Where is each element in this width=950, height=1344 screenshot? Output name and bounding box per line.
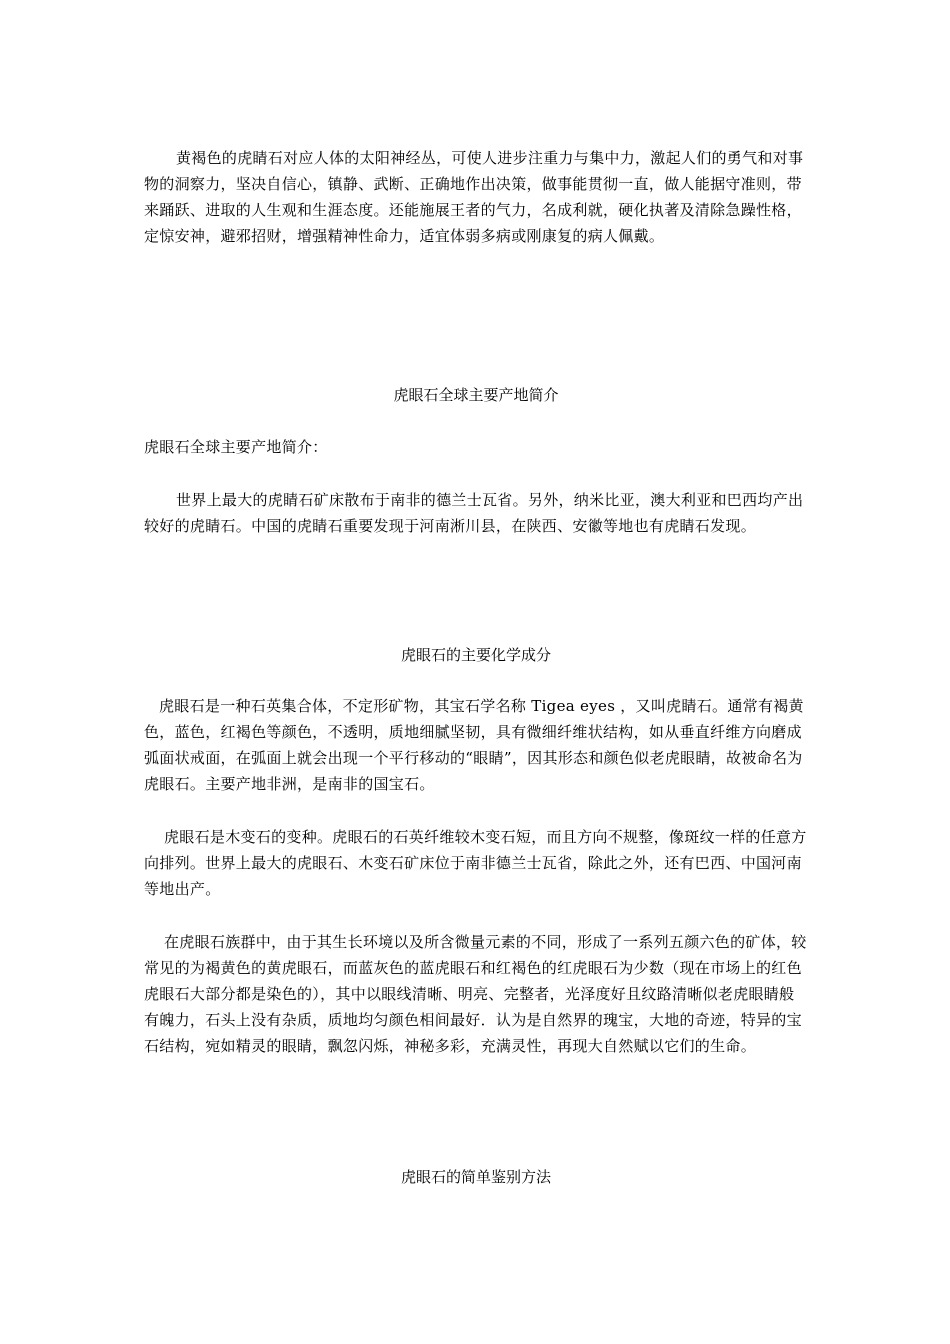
section-heading-origins: 虎眼石全球主要产地简介 xyxy=(393,386,559,404)
origins-label: 虎眼石全球主要产地简介： xyxy=(144,438,328,456)
paragraph-variety: 虎眼石是木变石的变种。虎眼石的石英纤维较木变石短，而且方向不规整，像斑纹一样的任意方向排列。世界上最大的虎眼石、木变石矿床位于南非德兰士瓦省，除此之外，还有巴西、中国河南等地出产。 xyxy=(144,828,807,898)
section-heading-composition: 虎眼石的主要化学成分 xyxy=(400,646,551,664)
paragraph-composition: 虎眼石是一种石英集合体，不定形矿物，其宝石学名称 Tigea eyes ，又叫虎睛石。通常有褐黄色，蓝色，红褐色等颜色，不透明，质地细腻坚韧，具有微细纤维状结构，如从垂直纤维方向磨成弧面状戒面，在弧面上就会出现一个平行移动的“眼睛”，因其形态和颜色似老虎眼睛，故被命名为虎眼石。主要产地非洲，是南非的国宝石。 xyxy=(144,697,804,793)
section-heading-identification: 虎眼石的简单鉴别方法 xyxy=(400,1168,551,1186)
paragraph-origins: 世界上最大的虎睛石矿床散布于南非的德兰士瓦省。另外，纳米比亚，澳大利亚和巴西均产出较好的虎睛石。中国的虎睛石重要发现于河南淅川县，在陕西、安徽等地也有虎睛石发现。 xyxy=(144,491,804,535)
paragraph-tiger-eye-effects: 黄褐色的虎睛石对应人体的太阳神经丛，可使人进步注重力与集中力，激起人们的勇气和对事物的洞察力，坚决自信心，镇静、武断、正确地作出决策，做事能贯彻一直，做人能据守准则，带来踊跃、进取的人生观和生涯态度。还能施展王者的气力，名成利就，硬化执著及清除急躁性格，定惊安神，避邪招财，增强精神性命力，适宜体弱多病或刚康复的病人佩戴。 xyxy=(144,149,804,245)
paragraph-colors: 在虎眼石族群中，由于其生长环境以及所含微量元素的不同，形成了一系列五颜六色的矿体，较常见的为褐黄色的黄虎眼石，而蓝灰色的蓝虎眼石和红褐色的红虎眼石为少数（现在市场上的红色虎眼石大部分都是染色的），其中以眼线清晰、明亮、完整者，光泽度好且纹路清晰似老虎眼睛般有魄力，石头上没有杂质，质地均匀颜色相间最好．认为是自然界的瑰宝，大地的奇迹，特异的宝石结构，宛如精灵的眼睛，飘忽闪烁，神秘多彩，充满灵性，再现大自然赋以它们的生命。 xyxy=(144,933,807,1055)
